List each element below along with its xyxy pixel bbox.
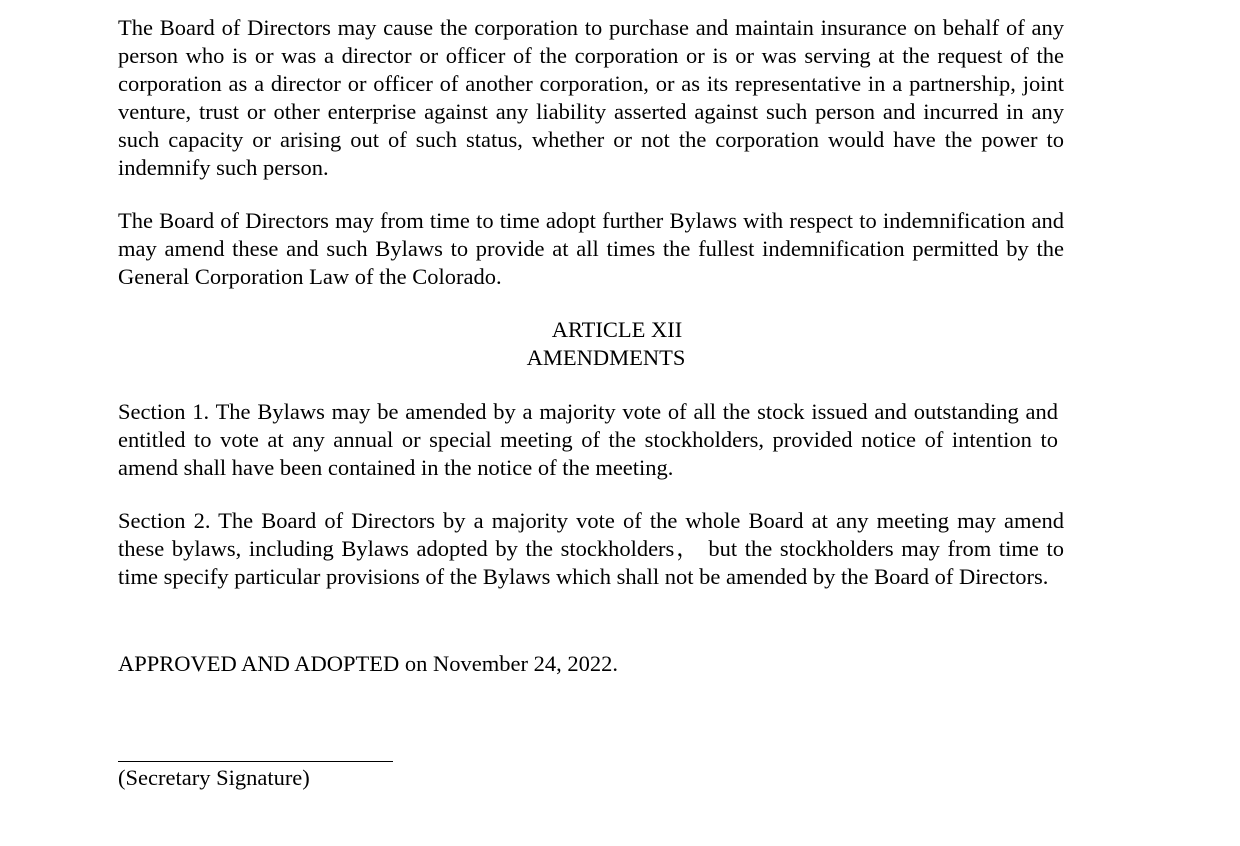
approval-statement: APPROVED AND ADOPTED on November 24, 2022. — [118, 651, 618, 676]
signature-line — [118, 761, 393, 762]
signature-caption: (Secretary Signature) — [118, 765, 310, 790]
section-2-paragraph: Section 2. The Board of Directors by a majority vote of the whole Board at any meeting may amend these bylaws, including Bylaws adopted by the stockholders， but the stockholders may from time to time specify particular provisions of the Bylaws which shall not be amended by the Board of Directors. — [118, 508, 1064, 589]
article-number: ARTICLE XII — [551, 317, 683, 342]
article-title: AMENDMENTS — [526, 345, 686, 370]
insurance-paragraph: The Board of Directors may cause the corporation to purchase and maintain insurance on behalf of any person who is or was a director or officer of the corporation or is or was serving at the request of the corporation as a director or officer of another corporation, or as its representative in a partnership, joint venture, trust or other enterprise against any liability asserted against such person and incurred in any such capacity or arising out of such status, whether or not the corporation would have the power to indemnify such person. — [118, 15, 1064, 180]
section-1-paragraph: Section 1. The Bylaws may be amended by a majority vote of all the stock issued and outstanding and entitled to vote at any annual or special meeting of the stockholders, provided notice of intention to amend shall have been contained in the notice of the meeting. — [118, 399, 1058, 480]
indemnification-paragraph: The Board of Directors may from time to time adopt further Bylaws with respect to indemnification and may amend these and such Bylaws to provide at all times the fullest indemnification permitted by the General Corporation Law of the Colorado. — [118, 208, 1064, 289]
